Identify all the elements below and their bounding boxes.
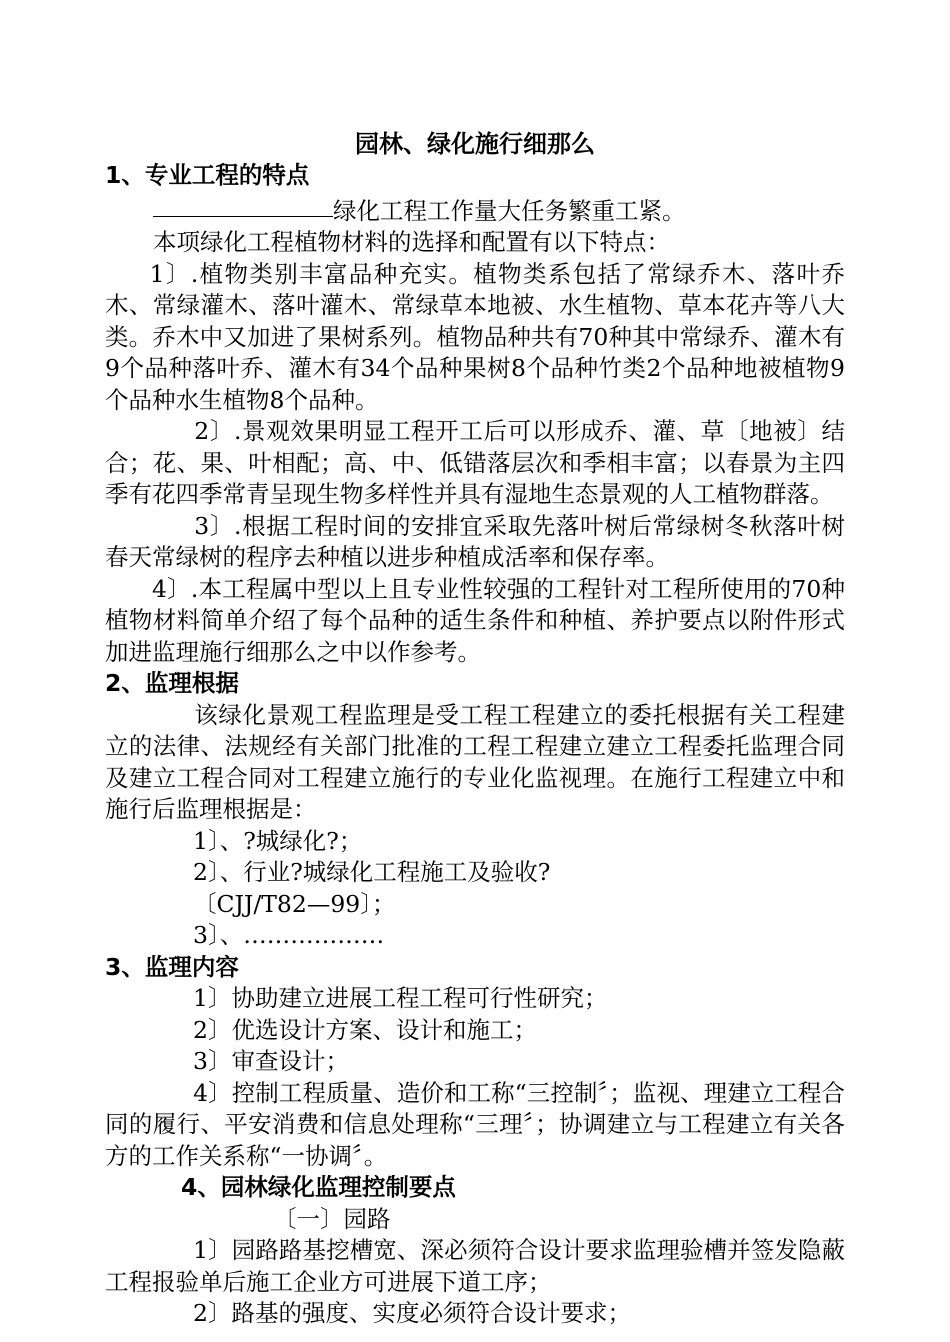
section-4-item-2: 2〕路基的强度、实度必须符合设计要求； (193, 1299, 631, 1327)
section-4-heading: 4、园林绿化监理控制要点 (181, 1173, 456, 1201)
section-1-underlined-line (105, 192, 845, 228)
document-title: 园林、绿化施行细那么 (355, 130, 595, 158)
section-1-point-4: 4〕.本工程属中型以上且专业性较强的工程针对工程所使用的70种植物材料简单介绍了每个品种的适生条件和种植、养护要点以附件形式加进监理施行细那么之中以作参考。 (105, 574, 845, 666)
section-2-item-2-sub: 〔CJJ/T82—99〕； (193, 889, 396, 918)
section-1-point-1: 1〕.植物类别丰富品种充实。植物类系包括了常绿乔木、落叶乔木、常绿灌木、落叶灌木、常绿草本地被、水生植物、草本花卉等八大类。乔木中又加进了果树系列。植物品种共有70种其中常绿乔、灌木有9个品种落叶乔、灌木有34个品种果树8个品种竹类2个品种地被植物9个品种水生植物8个品种。 (105, 259, 845, 414)
section-4-subheading: 〔一〕园路 (273, 1204, 391, 1233)
section-2-heading: 2、监理根据 (105, 669, 239, 697)
section-3-item-3: 3〕审查设计； (193, 1047, 349, 1075)
section-1-heading: 1、专业工程的特点 (105, 161, 310, 189)
section-4-item-1: 1〕园路路基挖槽宽、深必须符合设计要求监理验槽并签发隐蔽工程报验单后施工企业方可进展下道工序； (105, 1236, 845, 1296)
section-3-item-4: 4〕控制工程质量、造价和工称“三控制〞；监视、理建立工程合同的履行、平安消费和信息处理称“三理〞；协调建立与工程建立有关各方的工作关系称“一协调〞。 (105, 1078, 845, 1170)
section-1-intro: 本项绿化工程植物材料的选择和配置有以下特点： (153, 228, 670, 256)
section-1-point-3: 3〕.根据工程时间的安排宜采取先落叶树后常绿树冬秋落叶树春天常绿树的程序去种植以进步种植成活率和保存率。 (105, 511, 845, 571)
section-2-item-3: 3〕、……………… (193, 921, 385, 949)
section-2-item-2: 2〕、行业?城绿化工程施工及验收? (193, 858, 551, 886)
section-3-heading: 3、监理内容 (105, 952, 239, 981)
section-3-item-2: 2〕优选设计方案、设计和施工； (193, 1015, 537, 1044)
section-3-item-1: 1〕协助建立进展工程工程可行性研究； (193, 984, 608, 1012)
section-1-point-2: 2〕.景观效果明显工程开工后可以形成乔、灌、草〔地被〕结合；花、果、叶相配；高、中、低错落层次和季相丰富；以春景为主四季有花四季常青呈现生物多样性并具有湿地生态景观的人工植物群落。 (105, 417, 845, 508)
document-page (105, 128, 845, 1330)
section-1-underlined-text: 绿化工程工作量大任务繁重工紧。 (333, 196, 686, 225)
underline-blank (153, 192, 333, 217)
section-2-paragraph: 该绿化景观工程监理是受工程工程建立的委托根据有关工程建立的法律、法规经有关部门批准的工程工程建立建立工程委托监理合同及建立工程合同对工程建立施行的专业化监视理。在施行工程建立中和施行后监理根据是： (105, 700, 845, 823)
section-2-item-1: 1〕、?城绿化?； (193, 826, 363, 855)
